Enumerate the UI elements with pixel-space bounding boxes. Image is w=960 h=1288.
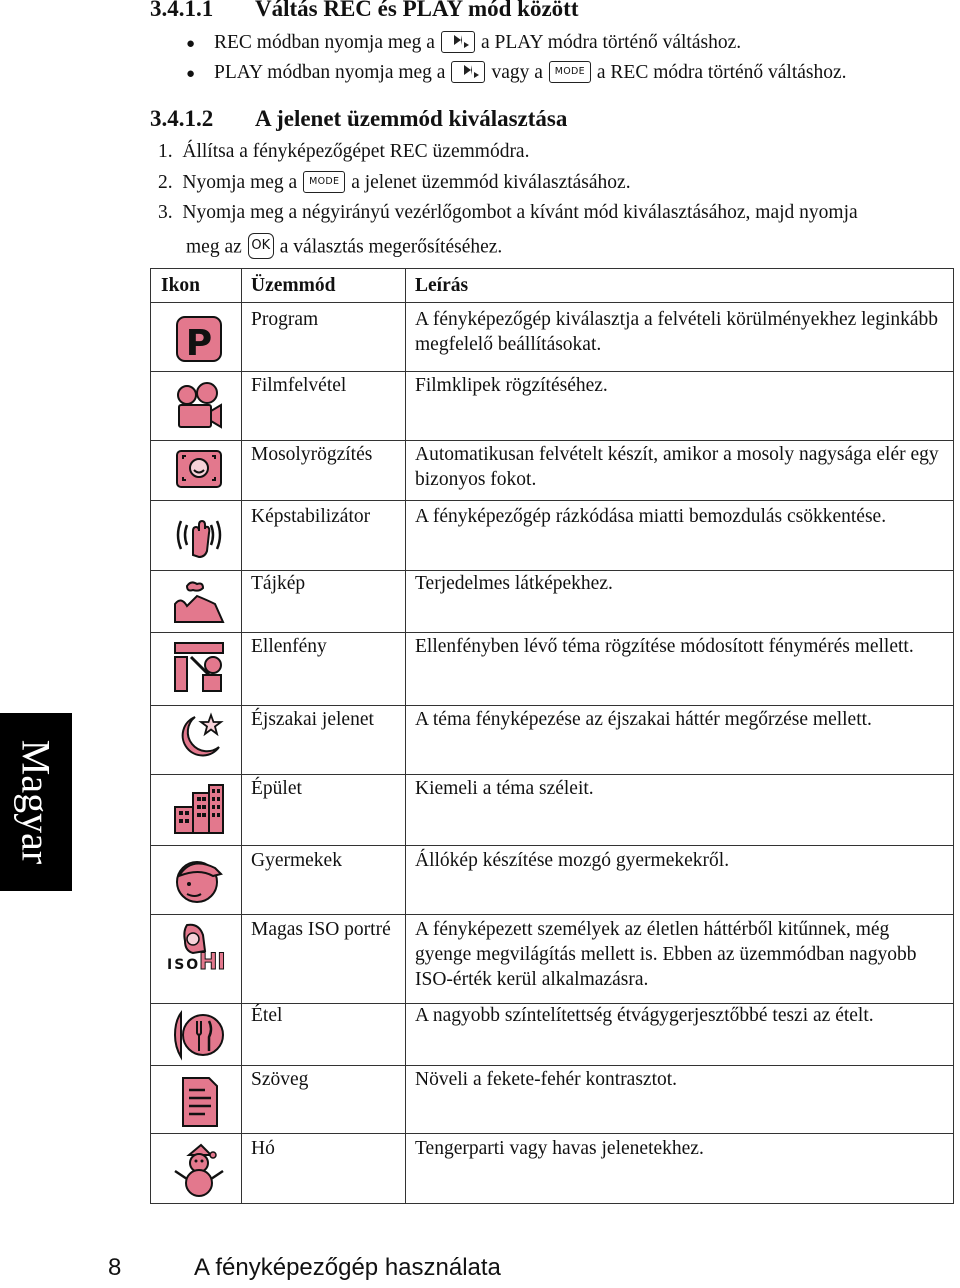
step-3-continuation: meg az OK a választás megerősítéséhez. — [186, 235, 502, 261]
landscape-icon — [171, 574, 227, 630]
snowman-icon — [171, 1141, 227, 1197]
column-divider — [241, 269, 242, 1203]
night-moon-star-icon — [171, 709, 227, 765]
step-1: 1. Állítsa a fényképezőgépet REC üzemmódra. — [158, 141, 530, 162]
play-key-icon — [441, 31, 475, 53]
step-3: 3. Nyomja meg a négyirányú vezérlőgombot a kívánt mód kiválasztásához, majd nyomja — [158, 202, 858, 223]
language-side-tab: Magyar — [0, 713, 72, 891]
header-mode: Üzemmód — [251, 275, 336, 296]
mode-key-icon: MODE — [303, 171, 345, 193]
step-2: 2. Nyomja meg a MODE a jelenet üzemmód kiválasztásához. — [158, 172, 631, 193]
bullet-dot: ● — [186, 36, 196, 52]
bullet-rec-to-play: REC módban nyomja meg a a PLAY módra történő váltáshoz. — [214, 32, 742, 53]
section-heading-scene-mode: 3.4.1.2 A jelenet üzemmód kiválasztása — [150, 106, 568, 131]
footer-title: A fényképezőgép használata — [194, 1254, 501, 1281]
text-document-icon — [171, 1074, 227, 1130]
ok-key-icon: OK — [248, 233, 274, 259]
svg-text:P: P — [185, 323, 213, 364]
column-divider — [405, 269, 406, 1203]
building-icon — [171, 781, 227, 837]
program-p-icon — [171, 311, 227, 367]
svg-text:HI: HI — [199, 950, 226, 975]
hand-stabilizer-icon — [171, 507, 227, 563]
backlight-icon — [171, 639, 227, 695]
iso-hi-portrait-icon — [165, 921, 231, 977]
mode-key-icon: MODE — [549, 61, 591, 83]
scene-mode-table: Ikon Üzemmód Leírás P Program A fényképezőgép kiválasztja a felvételi körülményekhez leginkább megfelelő beállításokat. Filmfelvétel Filmklipek rögzítéséhez. Mosolyrögzítés Automatikusan felvételt készít, amikor a mosoly nagysága elér egy bizonyos fokot. Képstabilizátor A fényképezőgép rázkódása miatti bemozdulás csökkentése. Tájkép Terjedelmes látképekhez. Ellenfény Ellenfényben lévő téma rögzítése módosított fénymérés mellett. Éjszakai jelenet A téma fényképezése az éjszakai háttér megőrzése mellett. Épület Kiemeli a téma széleit. Gyermekek Állókép készítése mozgó gyermekekről. ISO HI Magas ISO portré A fényképezett személyek az életlen háttérből kitűnnek, még gyenge megvilágítás mellett is. Ebben az üzemmódban nagyobb ISO-érték kerül alkalmazásra. Étel A nagyobb színtelítettség étvágygerjesztőbbé teszi az ételt. Szöveg Növeli a fekete-fehér kontrasztot. Hó Tengerparti vagy havas jelenetekhez. — [150, 268, 954, 1204]
smile-capture-icon — [171, 441, 227, 497]
movie-camera-icon — [171, 379, 227, 435]
section-heading-rec-play: 3.4.1.1 Váltás REC és PLAY mód között — [150, 0, 579, 21]
food-plate-icon — [171, 1007, 227, 1063]
child-face-icon — [171, 852, 227, 908]
page-number: 8 — [108, 1254, 122, 1281]
play-key-icon — [451, 61, 485, 83]
header-icon: Ikon — [161, 275, 201, 296]
bullet-play-to-rec: PLAY módban nyomja meg a vagy a MODE a REC módra történő váltáshoz. — [214, 62, 847, 83]
svg-text:ISO: ISO — [167, 957, 201, 973]
header-description: Leírás — [415, 275, 469, 296]
bullet-dot: ● — [186, 66, 196, 82]
